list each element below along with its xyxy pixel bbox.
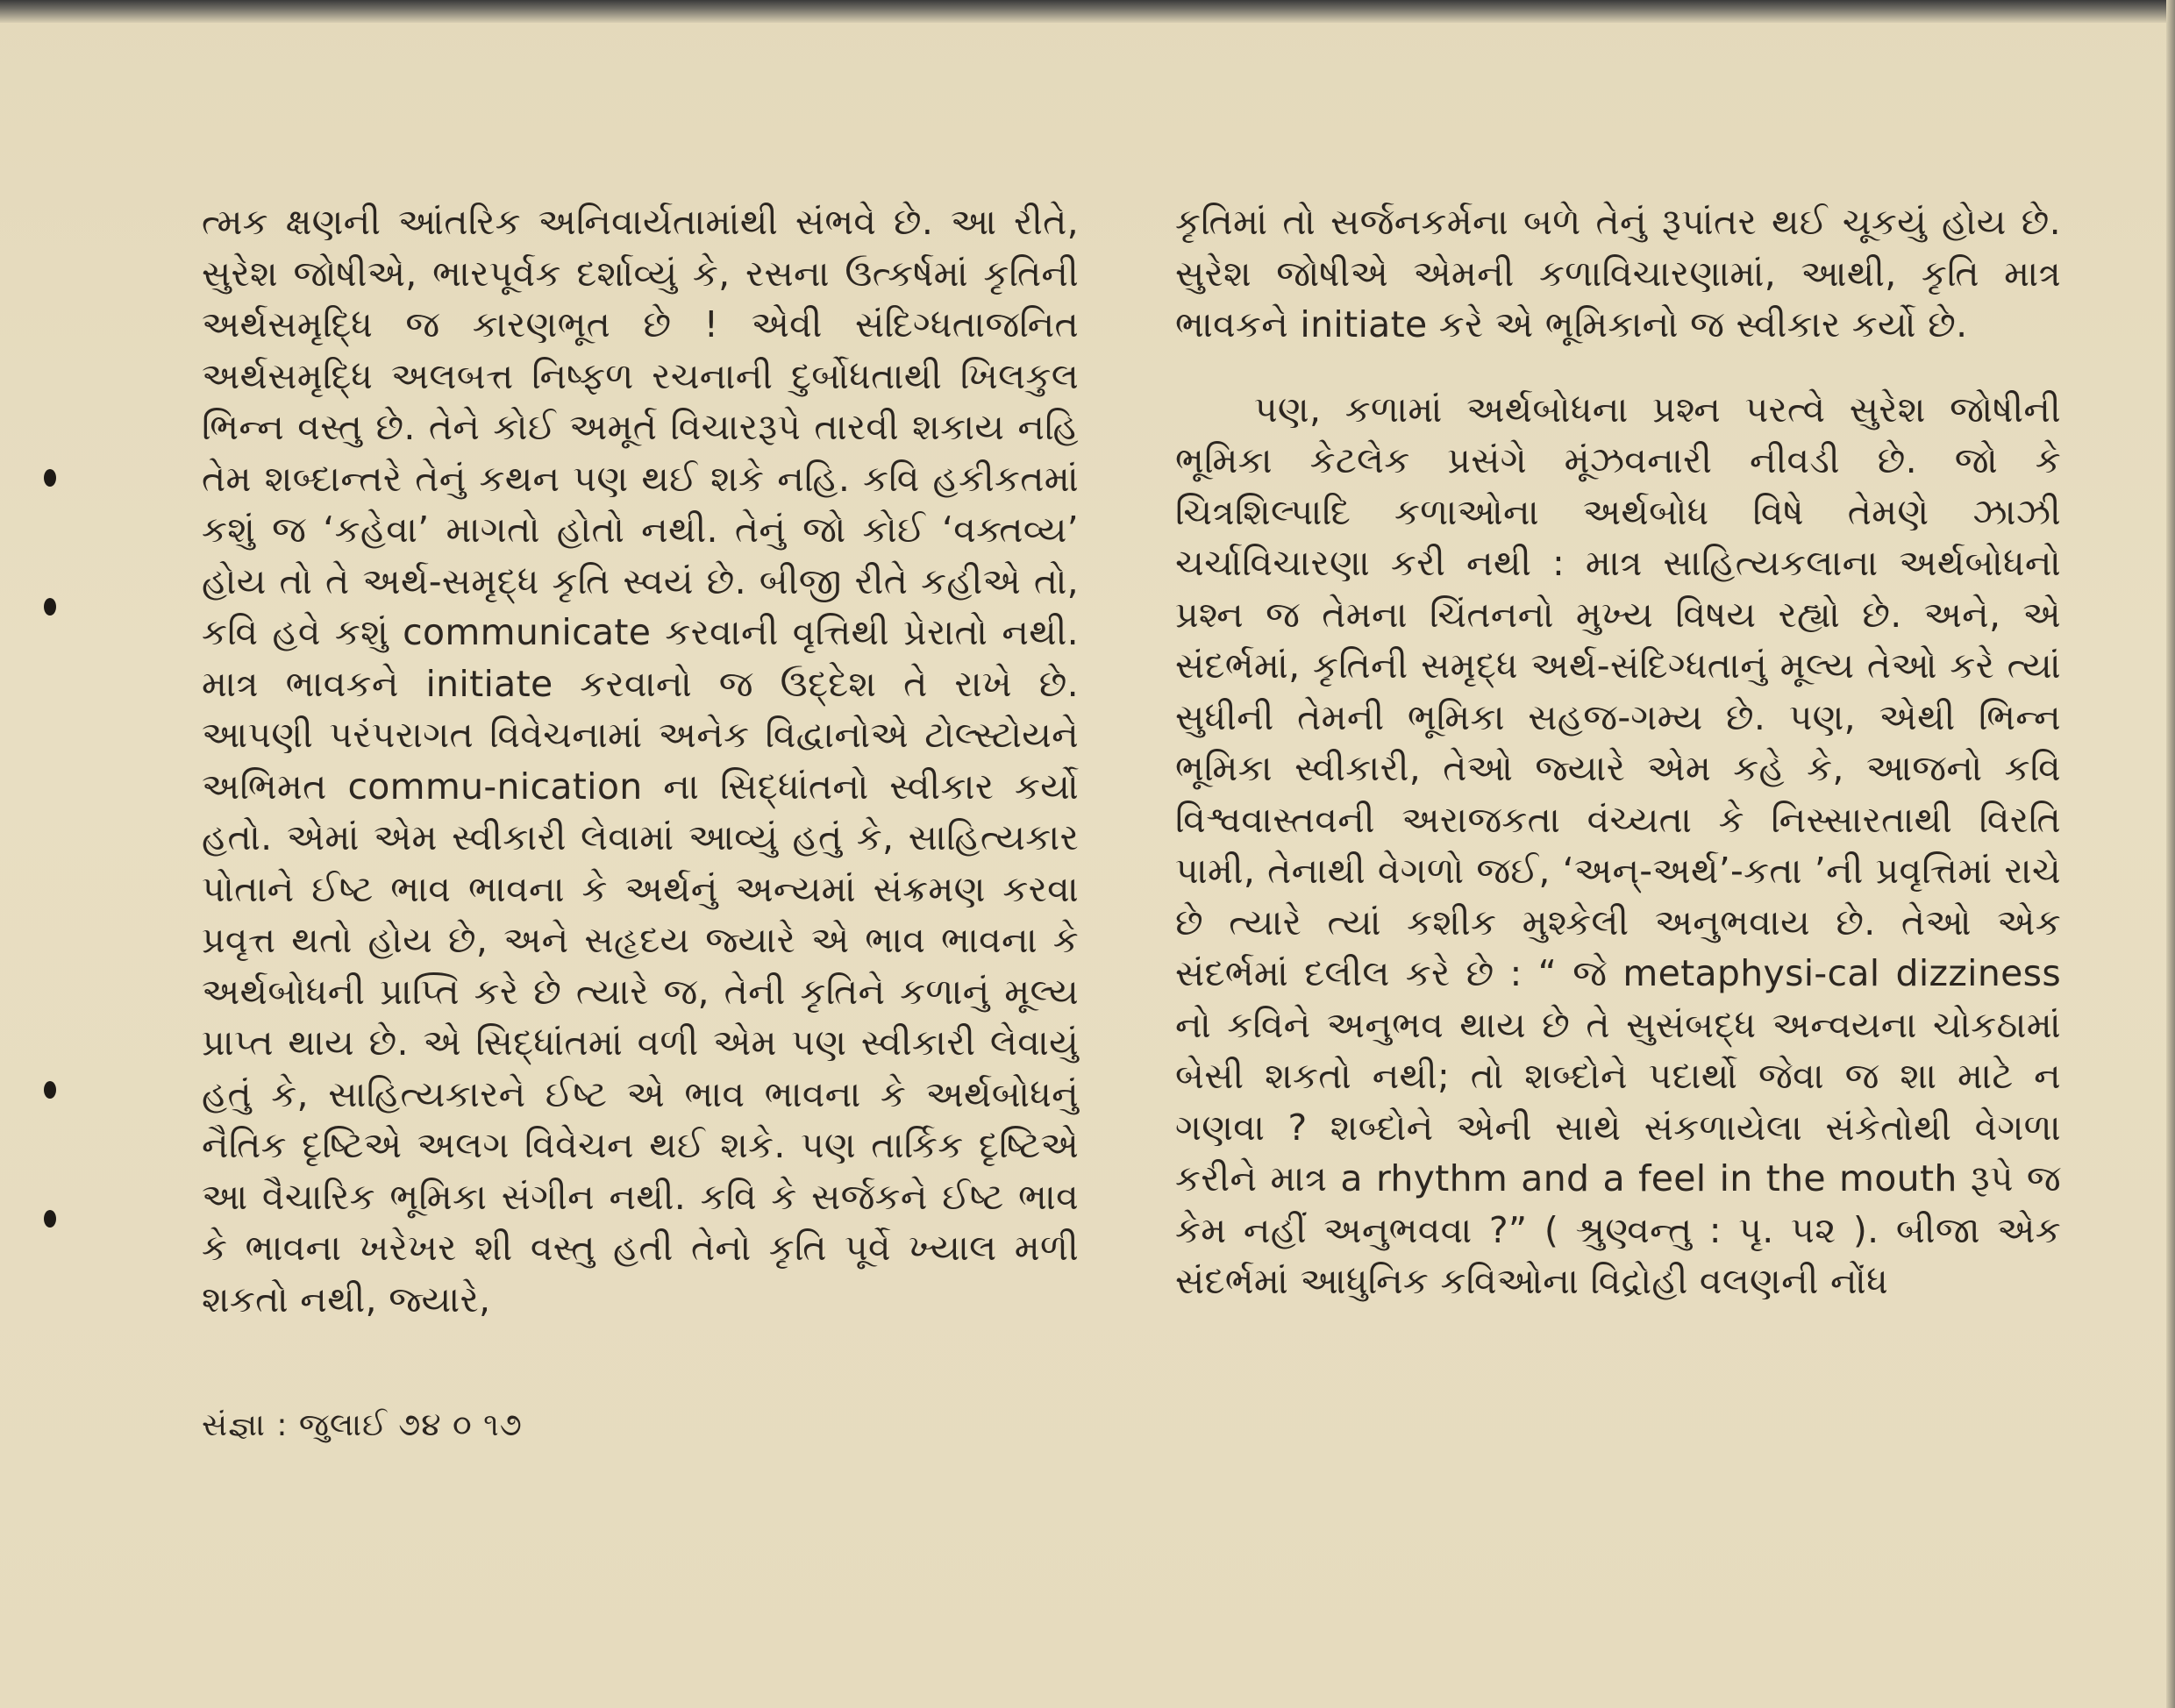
binder-hole-mark: [44, 598, 56, 616]
binder-hole-mark: [44, 1210, 56, 1228]
paragraph: ત્મક ક્ષણની આંતરિક અનિવાર્યતામાંથી સંભવે છે. આ રીતે, સુરેશ જોષીએ, ભારપૂર્વક દર્શાવ્યું કે, રસના ઉત્કર્ષમાં કૃતિની અર્થસમૃદ્ધિ જ કારણભૂત છે ! એવી સંદિગ્ધતાજનિત અર્થસમૃદ્ધિ અલબત્ત નિષ્ફળ રચનાની દુર્બોધતાથી ખિલકુલ ભિન્ન વસ્તુ છે. તેને કોઈ અમૂર્ત વિચારરૂપે તારવી શકાય નહિ તેમ શબ્દાન્તરે તેનું કથન પણ થઈ શકે નહિ. કવિ હકીકતમાં કશું જ ‘કહેવા’ માગતો હોતો નથી. તેનું જો કોઈ ‘વક્તવ્ય’ હોય તો તે અર્થ-સમૃદ્ધ કૃતિ સ્વયં છે. બીજી રીતે કહીએ તો, કવિ હવે કશું communicate કરવાની વૃત્તિથી પ્રેરાતો નથી. માત્ર ભાવકને initiate કરવાનો જ ઉદ્દેશ તે રાખે છે. આપણી પરંપરાગત વિવેચનામાં અનેક વિદ્વાનોએ ટોલ્સ્ટોયને અભિમત commu-nication ના સિદ્ધાંતનો સ્વીકાર કર્યો હતો. એમાં એમ સ્વીકારી લેવામાં આવ્યું હતું કે, સાહિત્યકાર પોતાને ઈષ્ટ ભાવ ભાવના કે અર્થનું અન્યમાં સંક્રમણ કરવા પ્રવૃત્ત થતો હોય છે, અને સહૃદય જ્યારે એ ભાવ ભાવના કે અર્થબોધની પ્રાપ્તિ કરે છે ત્યારે જ, તેની કૃતિને કળાનું મૂલ્ય પ્રાપ્ત થાય છે. એ સિદ્ધાંતમાં વળી એમ પણ સ્વીકારી લેવાયું હતું કે, સાહિત્યકારને ઈષ્ટ એ ભાવ ભાવના કે અર્થબોધનું નૈતિક દૃષ્ટિએ અલગ વિવેચન થઈ શકે. પણ તાર્કિક દૃષ્ટિએ આ વૈચારિક ભૂમિકા સંગીન નથી. કવિ કે સર્જકને ઈષ્ટ ભાવ કે ભાવના ખરેખર શી વસ્તુ હતી તેનો કૃતિ પૂર્વે ખ્યાલ મળી શકતો નથી, જ્યારે,: [202, 201, 1079, 1320]
paragraph: કૃતિમાં તો સર્જનકર્મના બળે તેનું રૂપાંતર થઈ ચૂકયું હોય છે. સુરેશ જોષીએ એમની કળાવિચારણામાં, આથી, કૃતિ માત્ર ભાવકને initiate કરે એ ભૂમિકાનો જ સ્વીકાર કર્યો છે.: [1175, 201, 2061, 345]
scan-right-edge: [2166, 0, 2175, 1708]
scan-top-shadow: [0, 0, 2175, 23]
right-text-column: [1175, 196, 2061, 1307]
page-footer: સંજ્ઞા : જુલાઈ ૭૪ ૦ ૧૭: [202, 1407, 523, 1443]
binder-hole-mark: [44, 1081, 56, 1099]
paragraph: પણ, કળામાં અર્થબોધના પ્રશ્ન પરત્વે સુરેશ જોષીની ભૂમિકા કેટલેક પ્રસંગે મૂંઝવનારી નીવડી છે. જો કે ચિત્રશિલ્પાદિ કળાઓના અર્થબોધ વિષે તેમણે ઝાઝી ચર્ચાવિચારણા કરી નથી : માત્ર સાહિત્યકલાના અર્થબોધનો પ્રશ્ન જ તેમના ચિંતનનો મુખ્ય વિષય રહ્યો છે. અને, એ સંદર્ભમાં, કૃતિની સમૃદ્ધ અર્થ-સંદિગ્ધતાનું મૂલ્ય તેઓ કરે ત્યાં સુધીની તેમની ભૂમિકા સહજ-ગમ્ય છે. પણ, એથી ભિન્ન ભૂમિકા સ્વીકારી, તેઓ જ્યારે એમ કહે કે, આજનો કવિ વિશ્વવાસ્તવની અરાજકતા વંચ્યતા કે નિસ્સારતાથી વિરતિ પામી, તેનાથી વેગળો જઈ, ‘અન્-અર્થ’-કતા ’ની પ્રવૃત્તિમાં રાચે છે ત્યારે ત્યાં કશીક મુશ્કેલી અનુભવાય છે. તેઓ એક સંદર્ભમાં દલીલ કરે છે : “ જે metaphysi-cal dizziness નો કવિને અનુભવ થાય છે તે સુસંબદ્ધ અન્વયના ચોકઠામાં બેસી શકતો નથી; તો શબ્દોને પદાર્થો જેવા જ શા માટે ન ગણવા ? શબ્દોને એની સાથે સંકળાયેલા સંકેતોથી વેગળા કરીને માત્ર a rhythm and a feel in the mouth રૂપે જ કેમ નહીં અનુભવવા ?” ( શ્રુણ્વન્તુ : પૃ. ૫૨ ). બીજા એક સંદર્ભમાં આધુનિક કવિઓના વિદ્રોહી વલણની નોંધ: [1175, 388, 2061, 1302]
left-text-column: [202, 196, 1079, 1325]
binder-hole-mark: [44, 469, 56, 487]
